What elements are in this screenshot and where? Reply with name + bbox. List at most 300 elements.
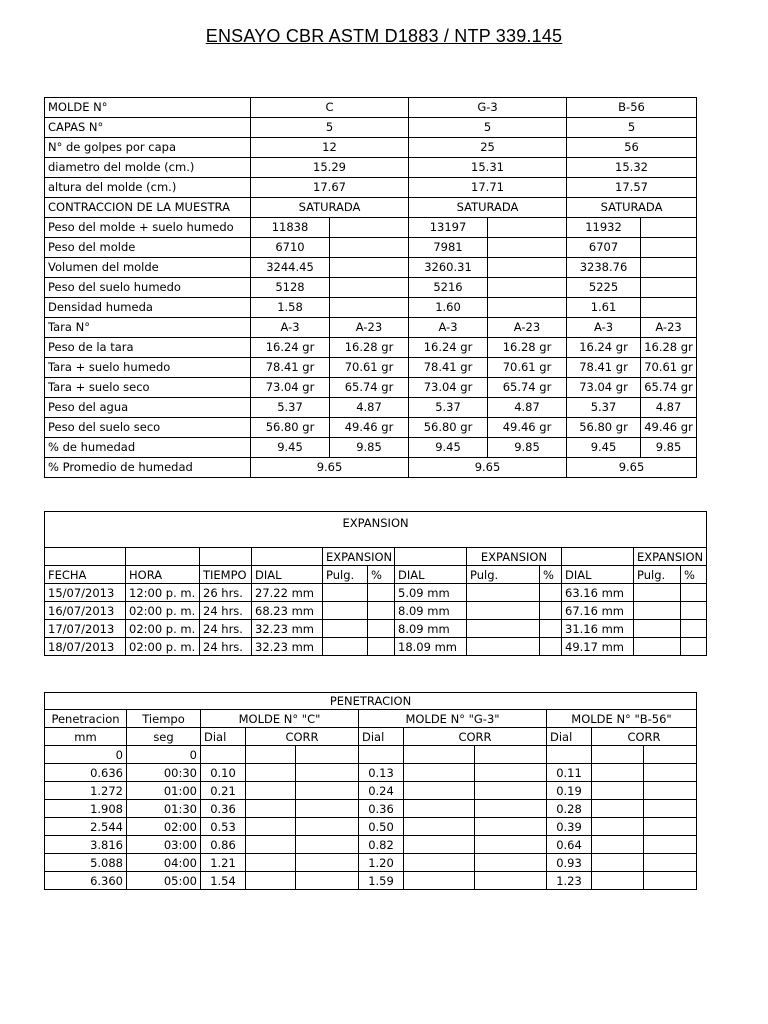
table-cell <box>540 602 562 620</box>
table-cell: Tara N° <box>45 318 251 338</box>
table-cell <box>296 836 359 854</box>
table-cell: 03:00 <box>127 836 201 854</box>
table-cell <box>368 584 395 602</box>
table-cell: % <box>681 566 707 584</box>
table-cell: 56.80 gr <box>409 418 488 438</box>
table-cell <box>246 800 296 818</box>
table-cell <box>475 800 547 818</box>
table-cell: Peso del suelo seco <box>45 418 251 438</box>
table-cell <box>681 602 707 620</box>
table-cell: 1.59 <box>359 872 404 890</box>
table-cell: Pulg. <box>467 566 540 584</box>
table-row <box>45 836 697 854</box>
table-cell <box>246 872 296 890</box>
table-cell: 27.22 mm <box>252 584 323 602</box>
table-title-row <box>45 512 707 548</box>
penetracion-title: PENETRACION <box>45 693 697 710</box>
table-row <box>45 198 697 218</box>
table-cell <box>644 746 697 764</box>
table-cell <box>296 782 359 800</box>
table-cell: 0.93 <box>547 854 592 872</box>
table-cell: 0.11 <box>547 764 592 782</box>
table-cell <box>404 764 475 782</box>
table-cell <box>404 854 475 872</box>
table-cell: 65.74 gr <box>641 378 697 398</box>
table-row <box>45 854 697 872</box>
table-cell: Dial <box>359 728 404 746</box>
table-cell <box>644 764 697 782</box>
table-cell: 70.61 gr <box>488 358 567 378</box>
table-cell <box>330 218 409 238</box>
table-cell: 15.31 <box>409 158 567 178</box>
table-cell: 0 <box>127 746 201 764</box>
table-cell: 0.39 <box>547 818 592 836</box>
table-cell: CAPAS N° <box>45 118 251 138</box>
table-cell: 11838 <box>251 218 330 238</box>
table-row <box>45 782 697 800</box>
table-cell: SATURADA <box>251 198 409 218</box>
table-header-row <box>45 566 707 584</box>
table-cell: 24 hrs. <box>200 620 252 638</box>
table-cell <box>644 836 697 854</box>
table-cell: 3244.45 <box>251 258 330 278</box>
table-cell <box>475 746 547 764</box>
table-cell <box>488 298 567 318</box>
table-cell <box>592 782 644 800</box>
table-cell: mm <box>45 728 127 746</box>
table-cell: B-56 <box>567 98 697 118</box>
table-cell <box>467 638 540 656</box>
table-row <box>45 338 697 358</box>
table-cell <box>634 602 681 620</box>
table-cell: Peso del molde <box>45 238 251 258</box>
table-cell: MOLDE N° "C" <box>201 710 359 728</box>
table-cell: 49.17 mm <box>562 638 634 656</box>
table-row <box>45 602 707 620</box>
table-cell <box>404 836 475 854</box>
table-cell <box>200 548 252 566</box>
table-cell: EXPANSION <box>634 548 707 566</box>
table-cell: 3260.31 <box>409 258 488 278</box>
table-cell: % Promedio de humedad <box>45 458 251 478</box>
table-cell <box>644 854 697 872</box>
table-cell: 32.23 mm <box>252 638 323 656</box>
table-cell: 0.28 <box>547 800 592 818</box>
table-cell: 1.23 <box>547 872 592 890</box>
table-cell: DIAL <box>562 566 634 584</box>
table-row <box>45 218 697 238</box>
table-row <box>45 638 707 656</box>
table-row <box>45 318 697 338</box>
table-cell: 4.87 <box>488 398 567 418</box>
table-cell: 17/07/2013 <box>45 620 126 638</box>
table-cell: 00:30 <box>127 764 201 782</box>
table-cell: Tiempo <box>127 710 201 728</box>
table-cell: 18.09 mm <box>395 638 467 656</box>
table-header-row <box>45 728 697 746</box>
table-row <box>45 118 697 138</box>
table-cell: Dial <box>201 728 246 746</box>
table-cell: 0.86 <box>201 836 246 854</box>
table-cell <box>246 818 296 836</box>
table-row <box>45 238 697 258</box>
table-cell: 6.360 <box>45 872 127 890</box>
table-cell: 3.816 <box>45 836 127 854</box>
table-cell: 0.10 <box>201 764 246 782</box>
table-cell: 49.46 gr <box>330 418 409 438</box>
table-cell <box>641 238 697 258</box>
table-cell <box>641 278 697 298</box>
table-row <box>45 818 697 836</box>
table-cell: 78.41 gr <box>251 358 330 378</box>
table-cell: 1.20 <box>359 854 404 872</box>
table-cell: DIAL <box>252 566 323 584</box>
table-cell: 73.04 gr <box>251 378 330 398</box>
table-cell: 0.13 <box>359 764 404 782</box>
table-row <box>45 178 697 198</box>
table-cell: Peso de la tara <box>45 338 251 358</box>
table-cell <box>330 258 409 278</box>
table-cell <box>45 548 126 566</box>
table-cell: A-23 <box>330 318 409 338</box>
table-cell <box>296 872 359 890</box>
table-cell: 3238.76 <box>567 258 641 278</box>
table-cell: 9.85 <box>488 438 567 458</box>
table-cell: 0.19 <box>547 782 592 800</box>
table-cell: 16.28 gr <box>330 338 409 358</box>
table-cell: 5216 <box>409 278 488 298</box>
table-row <box>45 800 697 818</box>
table-cell: 78.41 gr <box>567 358 641 378</box>
table-row <box>45 438 697 458</box>
table-cell: EXPANSION <box>323 548 395 566</box>
table-cell: 16.24 gr <box>567 338 641 358</box>
table-cell: A-3 <box>251 318 330 338</box>
table-row <box>45 418 697 438</box>
table-cell: 9.85 <box>641 438 697 458</box>
table-cell: 11932 <box>567 218 641 238</box>
table-cell: 16.24 gr <box>251 338 330 358</box>
table-cell: 70.61 gr <box>330 358 409 378</box>
table-cell: 56 <box>567 138 697 158</box>
table-cell: 65.74 gr <box>488 378 567 398</box>
table-cell: A-3 <box>409 318 488 338</box>
table-cell: 02:00 p. m. <box>126 602 200 620</box>
table-cell: HORA <box>126 566 200 584</box>
table-cell <box>330 238 409 258</box>
table-cell <box>592 818 644 836</box>
table-cell: 01:30 <box>127 800 201 818</box>
table-cell <box>592 746 644 764</box>
table-cell: 5225 <box>567 278 641 298</box>
table-cell <box>368 638 395 656</box>
table-cell: 02:00 p. m. <box>126 638 200 656</box>
table-cell <box>592 764 644 782</box>
expansion-title: EXPANSION <box>45 512 707 548</box>
table-cell: 9.65 <box>567 458 697 478</box>
table-cell <box>296 800 359 818</box>
table-cell: 1.272 <box>45 782 127 800</box>
table-cell: CORR <box>592 728 697 746</box>
table-cell <box>681 620 707 638</box>
table-cell: 5 <box>567 118 697 138</box>
properties-table <box>44 97 697 478</box>
table-cell <box>475 764 547 782</box>
table-cell: 5.37 <box>567 398 641 418</box>
table-row <box>45 584 707 602</box>
table-cell: 9.45 <box>567 438 641 458</box>
table-row <box>45 620 707 638</box>
table-cell: SATURADA <box>409 198 567 218</box>
table-cell: 24 hrs. <box>200 638 252 656</box>
table-cell <box>246 782 296 800</box>
table-cell: 24 hrs. <box>200 602 252 620</box>
table-cell: 6710 <box>251 238 330 258</box>
table-cell: 1.60 <box>409 298 488 318</box>
table-cell <box>475 782 547 800</box>
table-cell <box>368 620 395 638</box>
table-cell: 65.74 gr <box>330 378 409 398</box>
table-cell: 0.36 <box>359 800 404 818</box>
table-cell <box>404 872 475 890</box>
table-row <box>45 378 697 398</box>
table-cell: 17.57 <box>567 178 697 198</box>
table-cell: 56.80 gr <box>251 418 330 438</box>
table-cell: 1.908 <box>45 800 127 818</box>
table-header-row <box>45 710 697 728</box>
table-cell <box>201 746 246 764</box>
table-cell: 9.85 <box>330 438 409 458</box>
table-row <box>45 138 697 158</box>
table-cell: 0.50 <box>359 818 404 836</box>
table-cell <box>323 638 368 656</box>
table-cell: Pulg. <box>323 566 368 584</box>
table-cell <box>641 298 697 318</box>
table-cell: 73.04 gr <box>567 378 641 398</box>
table-row <box>45 746 697 764</box>
table-cell: 17.71 <box>409 178 567 198</box>
table-cell: N° de golpes por capa <box>45 138 251 158</box>
table-cell <box>488 218 567 238</box>
table-cell: 9.65 <box>251 458 409 478</box>
table-cell <box>330 278 409 298</box>
table-cell: Tara + suelo seco <box>45 378 251 398</box>
table-cell: G-3 <box>409 98 567 118</box>
table-cell: 63.16 mm <box>562 584 634 602</box>
table-cell <box>681 638 707 656</box>
table-cell: MOLDE N° <box>45 98 251 118</box>
table-cell: 01:00 <box>127 782 201 800</box>
table-cell <box>540 584 562 602</box>
table-cell: 5 <box>251 118 409 138</box>
table-cell: 32.23 mm <box>252 620 323 638</box>
table-cell: 49.46 gr <box>641 418 697 438</box>
table-cell <box>592 800 644 818</box>
table-cell <box>246 764 296 782</box>
table-cell: SATURADA <box>567 198 697 218</box>
table-cell: 1.58 <box>251 298 330 318</box>
table-row <box>45 872 697 890</box>
table-cell <box>323 602 368 620</box>
table-cell: 1.54 <box>201 872 246 890</box>
table-cell: 0.82 <box>359 836 404 854</box>
table-cell: 15.32 <box>567 158 697 178</box>
table-cell: 16/07/2013 <box>45 602 126 620</box>
table-cell: 5.37 <box>251 398 330 418</box>
table-cell: Volumen del molde <box>45 258 251 278</box>
table-cell <box>395 548 467 566</box>
table-cell <box>359 746 404 764</box>
table-cell: 5.09 mm <box>395 584 467 602</box>
table-cell <box>634 638 681 656</box>
table-cell: seg <box>127 728 201 746</box>
table-cell <box>246 746 296 764</box>
table-cell: A-23 <box>488 318 567 338</box>
table-cell <box>488 238 567 258</box>
table-cell: 4.87 <box>641 398 697 418</box>
page-title: ENSAYO CBR ASTM D1883 / NTP 339.145 <box>205 26 563 46</box>
table-cell <box>404 782 475 800</box>
table-cell: CORR <box>404 728 547 746</box>
table-cell: 1.21 <box>201 854 246 872</box>
table-cell: 8.09 mm <box>395 620 467 638</box>
table-cell: 18/07/2013 <box>45 638 126 656</box>
table-cell: 67.16 mm <box>562 602 634 620</box>
table-cell <box>246 836 296 854</box>
table-cell: Tara + suelo humedo <box>45 358 251 378</box>
penetracion-table <box>44 692 697 890</box>
table-cell <box>681 584 707 602</box>
table-cell: 0.36 <box>201 800 246 818</box>
table-cell: C <box>251 98 409 118</box>
table-row <box>45 458 697 478</box>
table-cell <box>644 800 697 818</box>
table-cell: Penetracion <box>45 710 127 728</box>
table-cell: 02:00 p. m. <box>126 620 200 638</box>
table-cell: 0.636 <box>45 764 127 782</box>
table-cell <box>475 836 547 854</box>
table-cell <box>404 818 475 836</box>
table-cell: 15/07/2013 <box>45 584 126 602</box>
table-row <box>45 98 697 118</box>
table-cell: 4.87 <box>330 398 409 418</box>
table-cell <box>547 746 592 764</box>
table-cell: 05:00 <box>127 872 201 890</box>
table-cell: altura del molde (cm.) <box>45 178 251 198</box>
table-title-row <box>45 693 697 710</box>
table-cell: Pulg. <box>634 566 681 584</box>
table-cell: % de humedad <box>45 438 251 458</box>
table-cell: diametro del molde (cm.) <box>45 158 251 178</box>
table-row <box>45 398 697 418</box>
table-row <box>45 278 697 298</box>
table-cell: 0.21 <box>201 782 246 800</box>
table-cell: Dial <box>547 728 592 746</box>
table-cell: % <box>368 566 395 584</box>
table-cell: 1.61 <box>567 298 641 318</box>
table-cell <box>296 746 359 764</box>
table-cell: 16.28 gr <box>488 338 567 358</box>
table-cell: 25 <box>409 138 567 158</box>
table-cell <box>246 854 296 872</box>
table-cell: 8.09 mm <box>395 602 467 620</box>
table-cell: 73.04 gr <box>409 378 488 398</box>
table-cell: 70.61 gr <box>641 358 697 378</box>
table-cell <box>488 258 567 278</box>
table-cell: % <box>540 566 562 584</box>
table-cell: CONTRACCION DE LA MUESTRA <box>45 198 251 218</box>
table-cell <box>641 218 697 238</box>
table-cell: 16.24 gr <box>409 338 488 358</box>
table-cell: 9.65 <box>409 458 567 478</box>
table-cell <box>323 620 368 638</box>
table-cell <box>592 854 644 872</box>
table-cell <box>540 620 562 638</box>
table-cell: 26 hrs. <box>200 584 252 602</box>
table-cell <box>641 258 697 278</box>
table-cell: MOLDE N° "G-3" <box>359 710 547 728</box>
table-cell: DIAL <box>395 566 467 584</box>
table-cell: EXPANSION <box>467 548 562 566</box>
table-row <box>45 358 697 378</box>
table-cell <box>475 818 547 836</box>
table-cell: 04:00 <box>127 854 201 872</box>
table-cell: 5.088 <box>45 854 127 872</box>
expansion-table <box>44 511 707 656</box>
table-cell: FECHA <box>45 566 126 584</box>
table-row <box>45 258 697 278</box>
table-cell <box>252 548 323 566</box>
table-cell: 31.16 mm <box>562 620 634 638</box>
table-cell <box>126 548 200 566</box>
table-cell: A-23 <box>641 318 697 338</box>
table-cell <box>467 584 540 602</box>
table-cell: 78.41 gr <box>409 358 488 378</box>
table-cell: 49.46 gr <box>488 418 567 438</box>
table-cell <box>296 854 359 872</box>
table-cell: 12:00 p. m. <box>126 584 200 602</box>
table-cell <box>634 620 681 638</box>
table-cell: 6707 <box>567 238 641 258</box>
table-cell <box>467 620 540 638</box>
table-cell <box>644 818 697 836</box>
table-cell: Peso del agua <box>45 398 251 418</box>
table-cell: 02:00 <box>127 818 201 836</box>
table-cell: TIEMPO <box>200 566 252 584</box>
table-cell: 0.64 <box>547 836 592 854</box>
table-cell: 13197 <box>409 218 488 238</box>
table-cell: Densidad humeda <box>45 298 251 318</box>
table-cell: 9.45 <box>251 438 330 458</box>
table-cell: MOLDE N° "B-56" <box>547 710 697 728</box>
table-cell: 9.45 <box>409 438 488 458</box>
table-cell: 7981 <box>409 238 488 258</box>
table-cell <box>644 872 697 890</box>
table-cell <box>475 872 547 890</box>
table-cell: 68.23 mm <box>252 602 323 620</box>
table-cell <box>634 584 681 602</box>
table-row <box>45 158 697 178</box>
table-cell <box>404 800 475 818</box>
table-cell <box>368 602 395 620</box>
table-cell <box>562 548 634 566</box>
table-cell <box>644 782 697 800</box>
table-cell: CORR <box>246 728 359 746</box>
table-cell: 17.67 <box>251 178 409 198</box>
table-row <box>45 548 707 566</box>
table-cell <box>330 298 409 318</box>
table-cell <box>323 584 368 602</box>
